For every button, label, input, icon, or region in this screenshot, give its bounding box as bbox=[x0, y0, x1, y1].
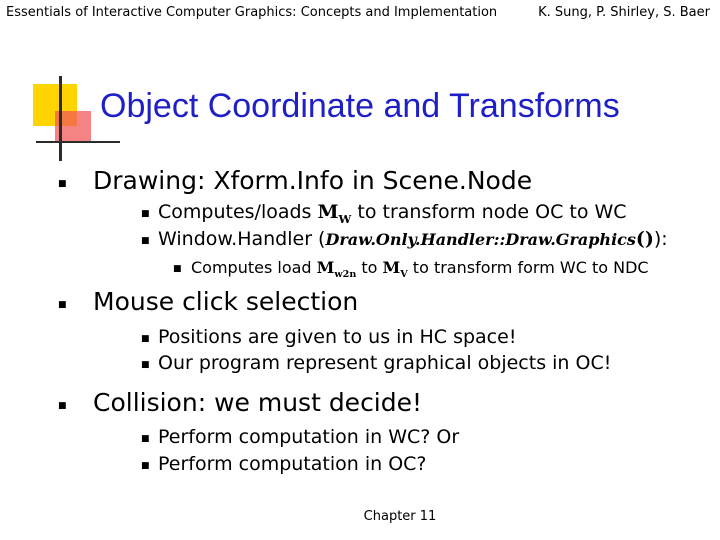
text-segment: to transform form WC to NDC bbox=[407, 258, 649, 277]
bullet-square-icon: ■ bbox=[173, 264, 182, 274]
bullet-square-icon: ■ bbox=[141, 236, 150, 246]
bullet-computes-load bbox=[191, 258, 649, 280]
header-right: K. Sung, P. Shirley, S. Baer bbox=[538, 5, 710, 20]
bullet-oc-objects: Our program represent graphical objects in OC! bbox=[158, 352, 612, 374]
matrix-symbol: M bbox=[316, 258, 335, 277]
bullet-mouse-click: Mouse click selection bbox=[93, 287, 359, 316]
bullet-square-icon: ■ bbox=[58, 179, 67, 189]
matrix-symbol: M bbox=[317, 201, 339, 223]
bullet-compute-wc: Perform computation in WC? Or bbox=[158, 426, 460, 448]
matrix-symbol: M bbox=[382, 258, 401, 277]
slide-footer: Chapter 11 bbox=[363, 509, 437, 524]
text-segment: to transform node OC to WC bbox=[351, 201, 627, 223]
slide-title: Object Coordinate and Transforms bbox=[100, 87, 620, 125]
bullet-square-icon: ■ bbox=[141, 434, 150, 444]
bullet-square-icon: ■ bbox=[141, 461, 150, 471]
bullet-computes-loads bbox=[158, 201, 627, 226]
bullet-drawing: Drawing: Xform.Info in Scene.Node bbox=[93, 166, 533, 195]
bullet-square-icon: ■ bbox=[141, 334, 150, 344]
text-segment: Window.Handler ( bbox=[158, 228, 326, 250]
matrix-subscript: w2n bbox=[334, 269, 357, 281]
logo-vertical-line bbox=[59, 76, 62, 161]
bullet-square-icon: ■ bbox=[58, 401, 67, 411]
bullet-hc-space: Positions are given to us in HC space! bbox=[158, 326, 517, 348]
bullet-collision: Collision: we must decide! bbox=[93, 388, 423, 417]
bullet-compute-oc: Perform computation in OC? bbox=[158, 453, 427, 475]
bullet-square-icon: ■ bbox=[58, 300, 67, 310]
text-segment: Computes/loads bbox=[158, 201, 318, 223]
text-segment: to bbox=[356, 258, 383, 277]
text-segment: Computes load bbox=[191, 258, 317, 277]
logo-horizontal-line bbox=[36, 141, 120, 143]
bullet-square-icon: ■ bbox=[141, 360, 150, 370]
bullet-window-handler bbox=[158, 228, 668, 250]
header-left: Essentials of Interactive Computer Graphics: Concepts and Implementation bbox=[6, 5, 498, 20]
code-parens: () bbox=[635, 228, 654, 250]
matrix-subscript: V bbox=[400, 269, 408, 281]
bullet-square-icon: ■ bbox=[141, 209, 150, 219]
matrix-subscript: W bbox=[338, 211, 352, 226]
code-reference: Draw.Only.Handler::Draw.Graphics bbox=[325, 230, 636, 249]
text-segment: ): bbox=[653, 228, 668, 250]
